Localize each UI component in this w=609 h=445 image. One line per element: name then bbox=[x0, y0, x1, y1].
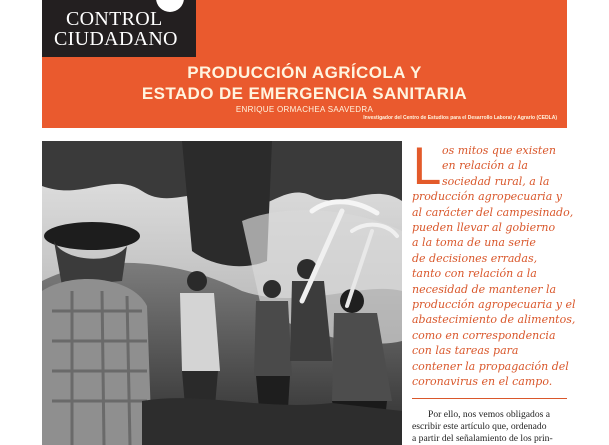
article-body bbox=[412, 409, 567, 445]
quote-line: os mitos que existen bbox=[442, 144, 556, 157]
quote-line: en relación a la bbox=[442, 159, 528, 173]
photo-farmers-with-pickaxes bbox=[42, 141, 402, 445]
quote-line: al carácter del campesinado, bbox=[412, 205, 574, 219]
brand-line-1: CONTROL bbox=[66, 8, 163, 30]
quote-line: contener la propagación del bbox=[412, 359, 569, 373]
drop-cap: L bbox=[412, 138, 440, 196]
quote-line: necesidad de mantener la bbox=[412, 282, 557, 296]
title-line-1: PRODUCCIÓN AGRÍCOLA Y bbox=[187, 63, 422, 82]
author-affiliation: Investigador del Centro de Estudios para el Desarrollo Laboral y Agrario (CEDLA) bbox=[363, 115, 557, 121]
pull-quote bbox=[412, 138, 576, 390]
quote-line: de decisiones erradas, bbox=[412, 251, 538, 265]
quote-line: tanto con relación a la bbox=[412, 267, 537, 281]
quote-line: coronavirus en el campo. bbox=[412, 375, 553, 389]
quote-line: con las tareas para bbox=[412, 344, 519, 358]
quote-line: como en correspondencia bbox=[412, 328, 556, 342]
quote-line: producción agropecuaria y el bbox=[412, 298, 576, 312]
quote-line: sociedad rural, a la bbox=[442, 174, 550, 188]
quote-line: abastecimiento de alimentos, bbox=[412, 313, 576, 327]
quote-divider bbox=[412, 398, 567, 399]
article-title bbox=[42, 62, 567, 104]
body-line: a partir del señalamiento de los prin- bbox=[412, 433, 553, 444]
body-line: escribir este artículo que, ordenado bbox=[412, 421, 547, 432]
author-name: ENRIQUE ORMACHEA SAAVEDRA bbox=[235, 105, 374, 114]
quote-line: a la toma de una serie bbox=[412, 236, 536, 250]
quote-line: producción agropecuaria y bbox=[412, 190, 562, 204]
quote-line: pueden llevar al gobierno bbox=[412, 221, 556, 235]
body-line: Por ello, nos vemos obligados a bbox=[428, 409, 551, 420]
brand-line-2: CIUDADANO bbox=[54, 28, 178, 50]
title-line-2: ESTADO DE EMERGENCIA SANITARIA bbox=[141, 84, 468, 103]
article-photo bbox=[42, 141, 402, 445]
